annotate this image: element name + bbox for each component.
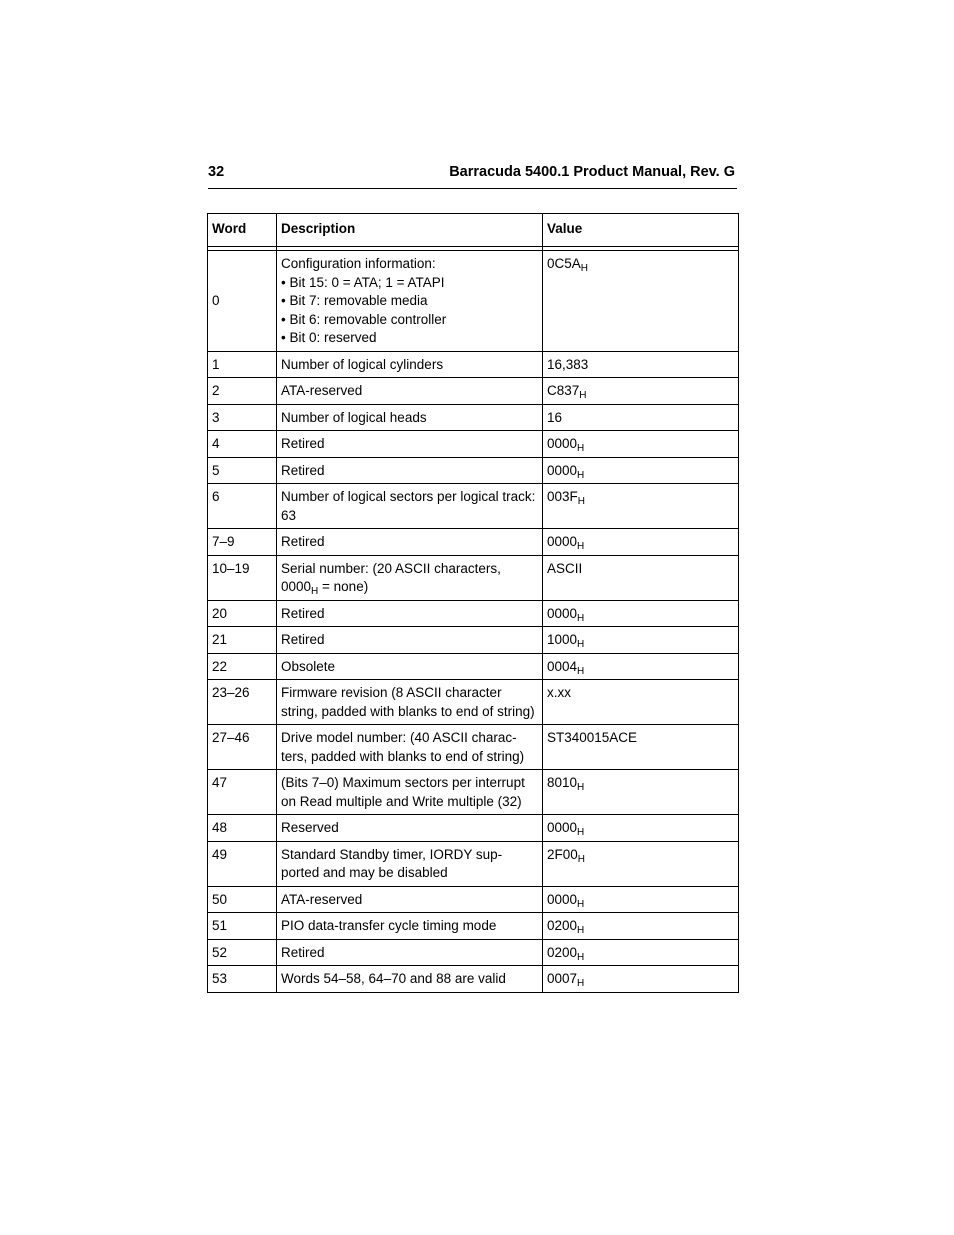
table-row [208, 627, 739, 654]
value-text: x.xx [547, 685, 572, 700]
cell-value [543, 600, 739, 627]
cell-description: Standard Standby timer, IORDY sup-ported and may be disabled [277, 841, 543, 886]
value-text: ST340015ACE [547, 730, 638, 745]
cell-description: Retired [277, 431, 543, 458]
value-text: 16,383 [547, 356, 589, 372]
value-text: 003F [547, 489, 578, 504]
cell-word: 22 [208, 653, 277, 680]
cell-value [543, 627, 739, 654]
value-text: 16 [547, 409, 563, 425]
cell-word: 0 [208, 251, 277, 352]
hex-suffix: H [577, 541, 585, 552]
value-text: 8010 [547, 775, 578, 790]
value-text: 0200 [547, 944, 578, 960]
value-text: 0C5A [547, 256, 581, 271]
table-row [208, 939, 739, 966]
cell-description: Retired [277, 939, 543, 966]
table-row [208, 886, 739, 913]
value-text: 0000 [547, 534, 578, 549]
cell-word: 50 [208, 886, 277, 913]
config-line: • Bit 6: removable controller [281, 311, 447, 327]
cell-word: 52 [208, 939, 277, 966]
cell-word: 21 [208, 627, 277, 654]
value-text: 2F00 [547, 846, 578, 862]
hex-suffix: H [577, 612, 585, 624]
table-row [208, 457, 739, 484]
value-text: 0200 [547, 918, 578, 933]
page-header [208, 164, 735, 184]
cell-word: 23–26 [208, 680, 277, 725]
table-row [208, 913, 739, 940]
value-text: 0000 [547, 436, 578, 451]
cell-word: 47 [208, 770, 277, 815]
table-row [208, 841, 739, 886]
hex-suffix: H [580, 263, 589, 274]
header-description: Description [277, 214, 543, 247]
config-line: Configuration information: [281, 256, 436, 271]
cell-value [543, 378, 739, 405]
cell-word: 7–9 [208, 529, 277, 556]
cell-word: 53 [208, 966, 277, 993]
hex-suffix: H [577, 443, 585, 454]
table-row [208, 431, 739, 458]
value-text: 0000 [547, 820, 578, 835]
cell-description: Obsolete [277, 653, 543, 680]
cell-value [543, 529, 739, 556]
hex-suffix: H [577, 469, 585, 481]
cell-value [543, 404, 739, 431]
cell-word: 51 [208, 913, 277, 940]
table-header-row [208, 214, 739, 247]
hex-suffix: H [577, 898, 585, 910]
table-row [208, 600, 739, 627]
table-row [208, 725, 739, 770]
cell-value [543, 351, 739, 378]
table-row [208, 966, 739, 993]
config-line: • Bit 0: reserved [281, 330, 377, 345]
cell-description: ATA-reserved [277, 378, 543, 405]
serial-desc-text: Serial number: (20 ASCII characters, 0000 [281, 560, 501, 594]
table-row [208, 529, 739, 556]
cell-value [543, 653, 739, 680]
cell-word: 49 [208, 841, 277, 886]
cell-value [543, 431, 739, 458]
cell-value [543, 966, 739, 993]
table-row [208, 251, 739, 352]
cell-value [543, 770, 739, 815]
hex-suffix: H [577, 665, 585, 677]
cell-word: 1 [208, 351, 277, 378]
cell-word: 6 [208, 484, 277, 529]
cell-description: Retired [277, 529, 543, 556]
cell-word: 4 [208, 431, 277, 458]
cell-value [543, 251, 739, 352]
cell-description: PIO data-transfer cycle timing mode [277, 913, 543, 940]
cell-word: 5 [208, 457, 277, 484]
hex-suffix: H [577, 925, 585, 936]
table-row [208, 484, 739, 529]
header-value: Value [543, 214, 739, 247]
cell-word: 27–46 [208, 725, 277, 770]
cell-value [543, 841, 739, 886]
serial-desc-text-end: = none) [318, 579, 369, 594]
manual-title: Barracuda 5400.1 Product Manual, Rev. G [449, 164, 735, 180]
table-row [208, 351, 739, 378]
table-row [208, 555, 739, 600]
cell-description: Number of logical cylinders [277, 351, 543, 378]
cell-description: Drive model number: (40 ASCII charac-ters, padded with blanks to end of string) [277, 725, 543, 770]
identify-drive-table [207, 213, 739, 993]
cell-description: Retired [277, 457, 543, 484]
hex-suffix: H [311, 586, 319, 597]
cell-value [543, 680, 739, 725]
table-row [208, 680, 739, 725]
hex-suffix: H [577, 782, 585, 793]
cell-value [543, 913, 739, 940]
table-row [208, 653, 739, 680]
hex-suffix: H [577, 496, 586, 507]
cell-value: ASCII [543, 555, 739, 600]
cell-value [543, 815, 739, 842]
config-line: • Bit 7: removable media [281, 293, 428, 308]
cell-value [543, 457, 739, 484]
hex-suffix: H [577, 951, 585, 963]
cell-word: 3 [208, 404, 277, 431]
cell-word: 48 [208, 815, 277, 842]
cell-value [543, 939, 739, 966]
hex-suffix: H [577, 639, 585, 650]
cell-word: 10–19 [208, 555, 277, 600]
table-row [208, 815, 739, 842]
value-text: 0004 [547, 658, 578, 674]
table-row [208, 770, 739, 815]
cell-description: Retired [277, 627, 543, 654]
cell-description: ATA-reserved [277, 886, 543, 913]
cell-word: 2 [208, 378, 277, 405]
cell-description [277, 555, 543, 600]
hex-suffix: H [579, 390, 587, 401]
hex-suffix: H [577, 978, 585, 989]
header-word: Word [208, 214, 277, 247]
table-row [208, 404, 739, 431]
table-row [208, 378, 739, 405]
hex-suffix: H [577, 827, 585, 838]
value-text: 1000 [547, 632, 578, 647]
cell-description: Number of logical heads [277, 404, 543, 431]
value-text: C837 [547, 383, 580, 398]
cell-value [543, 484, 739, 529]
cell-description [277, 251, 543, 352]
value-text: 0000 [547, 462, 578, 478]
cell-description: Reserved [277, 815, 543, 842]
value-text: 0000 [547, 891, 578, 907]
cell-description: Number of logical sectors per logical track: 63 [277, 484, 543, 529]
cell-description: Words 54–58, 64–70 and 88 are valid [277, 966, 543, 993]
cell-description: Firmware revision (8 ASCII character string, padded with blanks to end of string) [277, 680, 543, 725]
cell-value [543, 886, 739, 913]
cell-description: (Bits 7–0) Maximum sectors per interrupt on Read multiple and Write multiple (32) [277, 770, 543, 815]
cell-value [543, 725, 739, 770]
cell-word: 20 [208, 600, 277, 627]
hex-suffix: H [577, 853, 586, 865]
value-text: 0000 [547, 605, 578, 621]
value-text: 0007 [547, 971, 578, 986]
header-rule [208, 188, 737, 189]
config-line: • Bit 15: 0 = ATA; 1 = ATAPI [281, 274, 445, 290]
page-number: 32 [208, 164, 225, 180]
cell-description: Retired [277, 600, 543, 627]
